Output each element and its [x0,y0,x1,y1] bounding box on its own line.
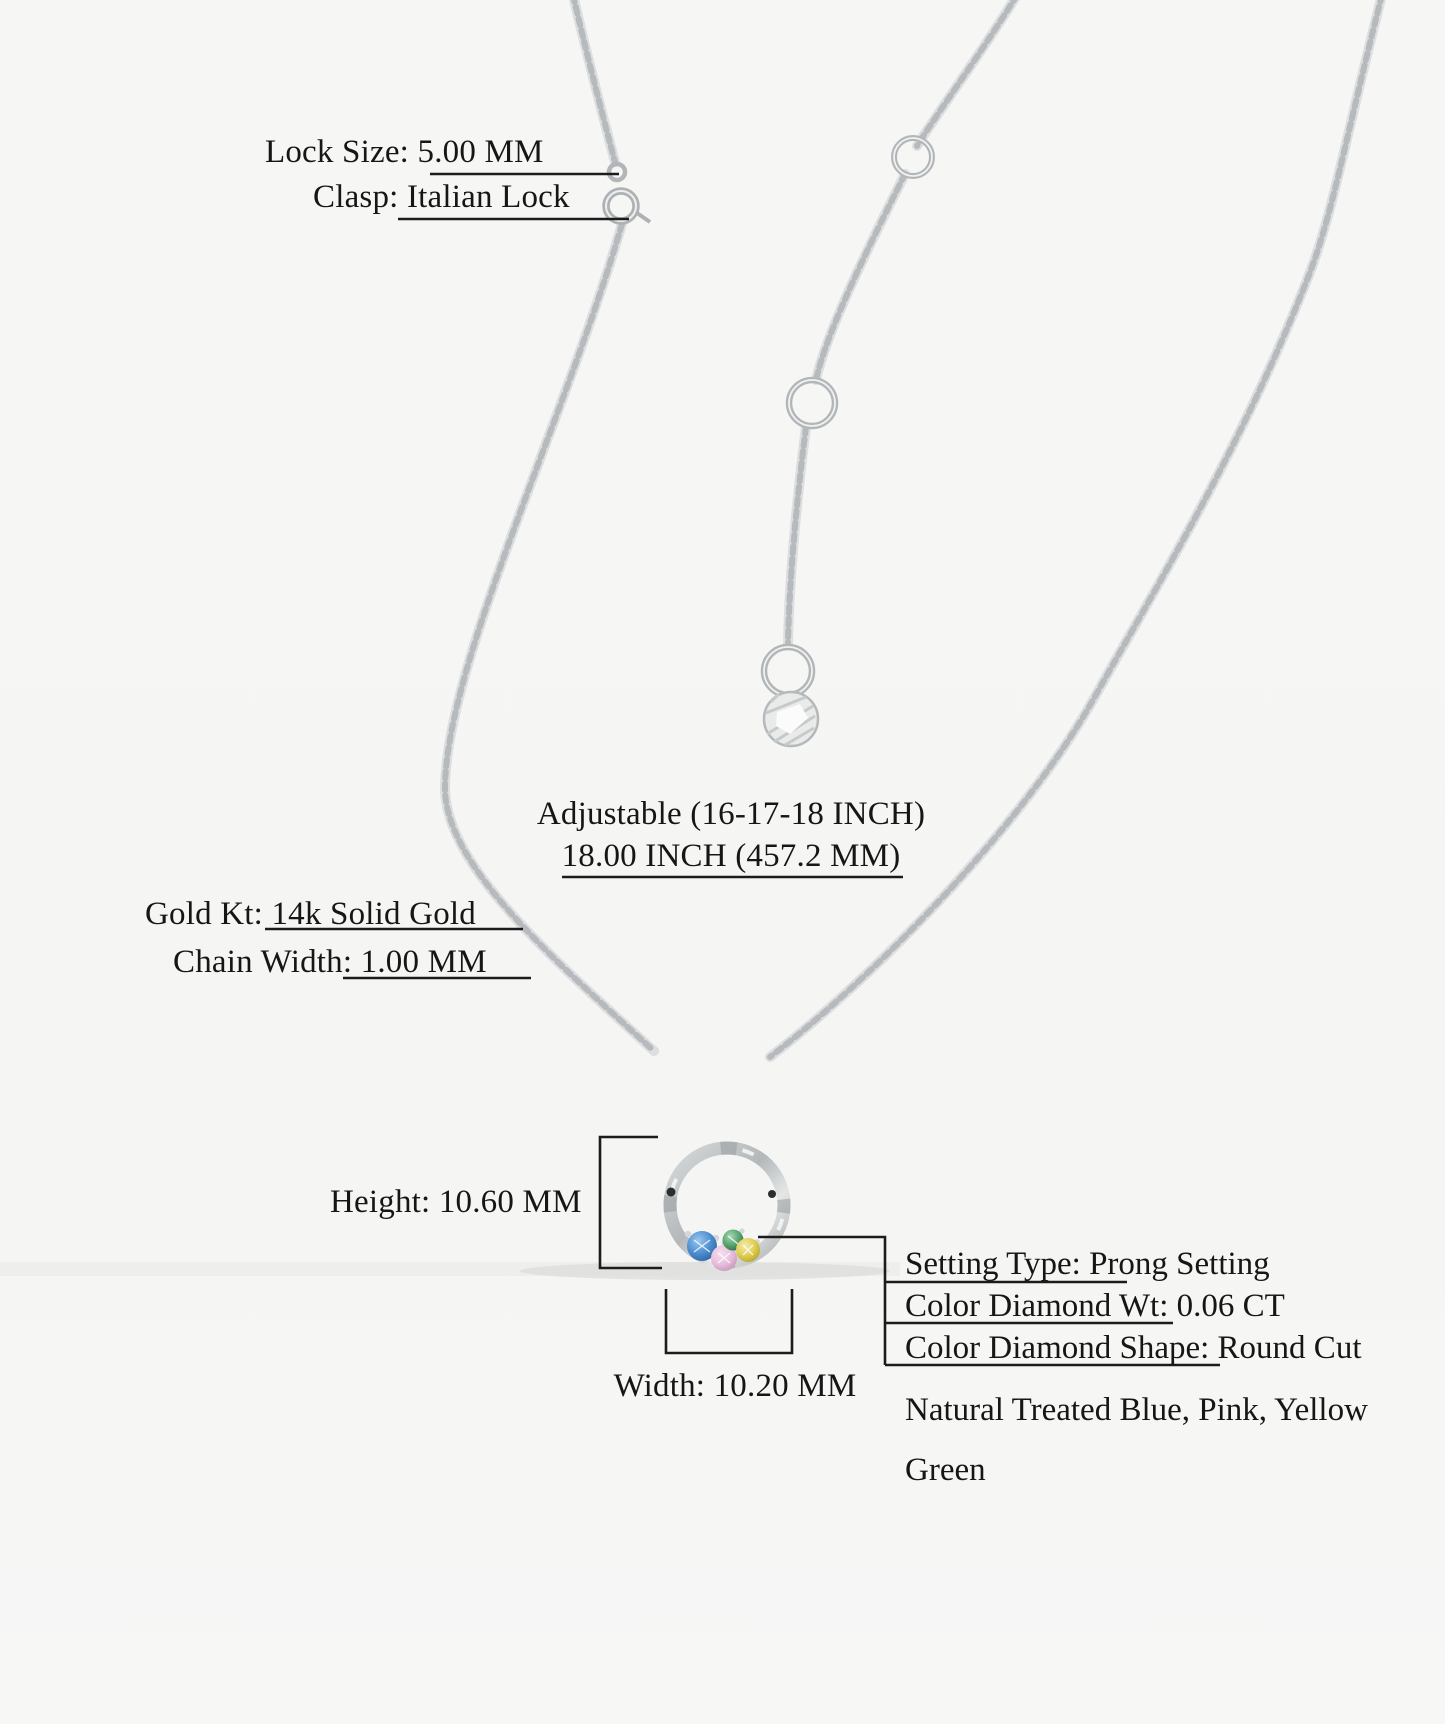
width-bracket [666,1289,792,1353]
specs-connector [758,1237,885,1365]
pendant-twist-notch [667,1188,676,1197]
clasp-assembly [606,164,650,222]
left-chain [573,0,615,162]
spec-setting-type: Setting Type: Prong Setting [905,1246,1270,1282]
height-bracket [600,1137,662,1268]
clasp-lever [637,213,650,222]
spec-diamond-colors: Natural Treated Blue, Pink, Yellow [905,1392,1368,1428]
left-drape-chain [445,224,654,1051]
spec-diamond-weight: Color Diamond Wt: 0.06 CT [905,1288,1285,1324]
pendant-twist-notch [768,1190,776,1198]
spec-diamond-shape: Color Diamond Shape: Round Cut [905,1330,1362,1366]
adjustable-line-1: Adjustable (16-17-18 INCH) [536,796,926,832]
brand-tag [764,692,818,746]
floor-shadow [0,1262,900,1280]
height-callout: Height: 10.60 MM [330,1184,582,1220]
extender-chain [788,0,1017,644]
gold-kt-callout: Gold Kt: 14k Solid Gold [145,896,476,932]
main-chain [770,0,1382,1057]
chain-width-callout: Chain Width: 1.00 MM [173,944,487,980]
clasp-callout: Clasp: Italian Lock [313,179,570,215]
width-callout: Width: 10.20 MM [613,1368,857,1404]
adjustable-callout [511,793,951,877]
pendant [667,1148,785,1271]
chains [445,0,1382,1057]
spec-diamond-colors-cont: Green [905,1452,986,1488]
adjustable-line-2: 18.00 INCH (457.2 MM) [561,838,901,874]
lock-size-callout: Lock Size: 5.00 MM [265,134,544,170]
